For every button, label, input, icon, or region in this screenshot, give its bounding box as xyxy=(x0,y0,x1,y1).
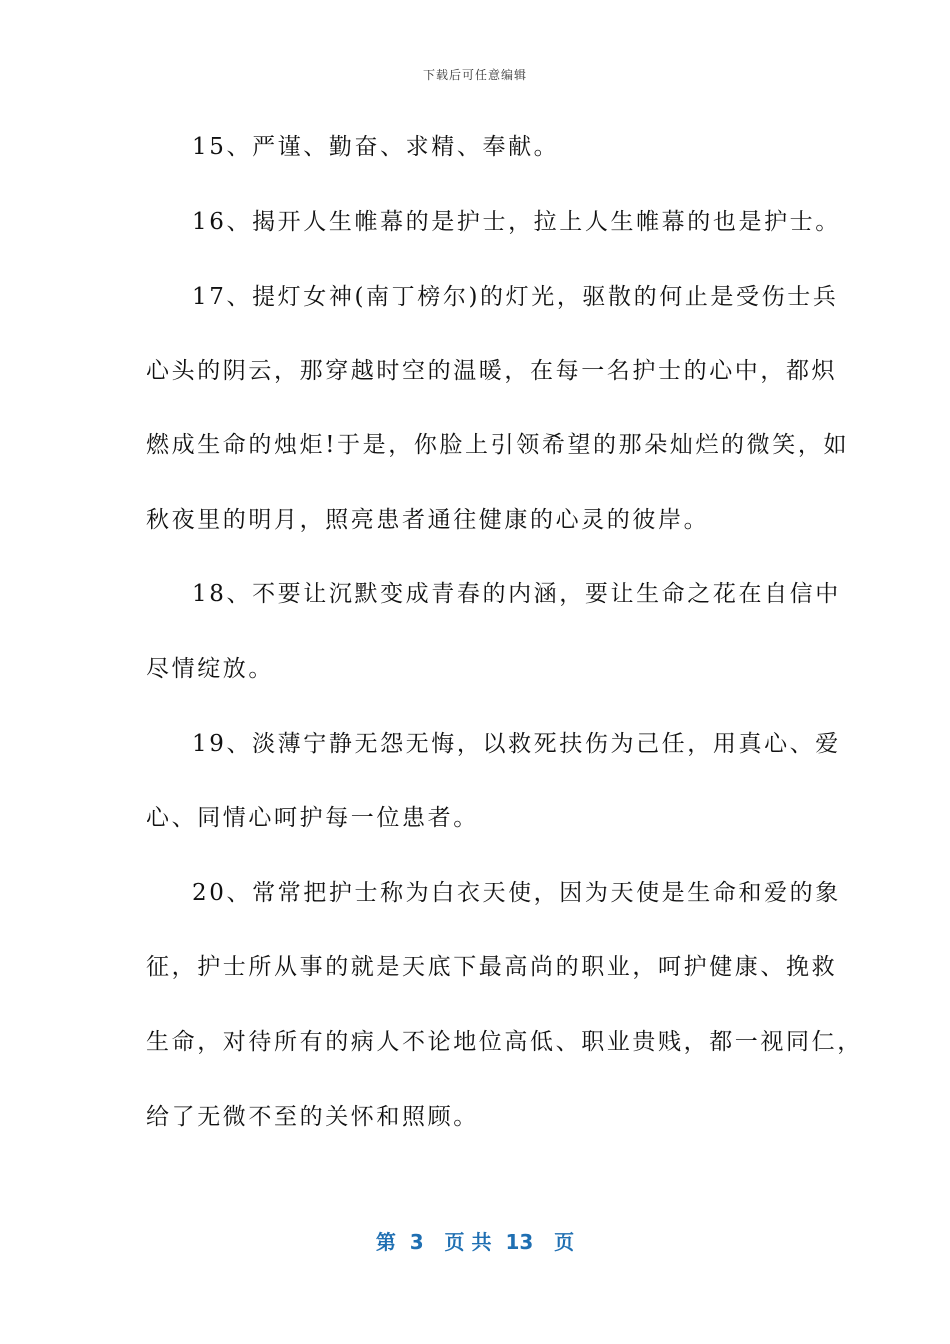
paragraph-18-line-2: 尽情绽放。 xyxy=(146,656,274,682)
paragraph-19-line-1: 19、淡薄宁静无怨无悔，以救死扶伤为己任，用真心、爱 xyxy=(192,731,841,757)
paragraph-16-line-1: 16、揭开人生帷幕的是护士，拉上人生帷幕的也是护士。 xyxy=(192,209,841,235)
paragraph-17-line-1: 17、提灯女神(南丁榜尔)的灯光，驱散的何止是受伤士兵 xyxy=(192,284,839,310)
paragraph-15-line-1: 15、严谨、勤奋、求精、奉献。 xyxy=(192,134,560,160)
paragraph-20-line-1: 20、常常把护士称为白衣天使，因为天使是生命和爱的象 xyxy=(192,880,841,906)
paragraph-20-line-3: 生命，对待所有的病人不论地位高低、职业贵贱，都一视同仁， xyxy=(146,1029,863,1055)
paragraph-17-line-4: 秋夜里的明月，照亮患者通往健康的心灵的彼岸。 xyxy=(146,507,710,533)
paragraph-17-line-3: 燃成生命的烛炬!于是，你脸上引领希望的那朵灿烂的微笑，如 xyxy=(146,432,850,458)
paragraph-18-line-1: 18、不要让沉默变成青春的内涵，要让生命之花在自信中 xyxy=(192,581,841,607)
paragraph-19-line-2: 心、同情心呵护每一位患者。 xyxy=(146,805,479,831)
paragraph-20-line-4: 给了无微不至的关怀和照顾。 xyxy=(146,1104,479,1130)
page-number-footer: 第 3 页 共 13 页 xyxy=(375,1230,575,1254)
paragraph-17-line-2: 心头的阴云，那穿越时空的温暖，在每一名护士的心中，都炽 xyxy=(146,358,838,384)
page-header-note: 下载后可任意编辑 xyxy=(422,68,527,82)
paragraph-20-line-2: 征，护士所从事的就是天底下最高尚的职业，呵护健康、挽救 xyxy=(146,954,838,980)
